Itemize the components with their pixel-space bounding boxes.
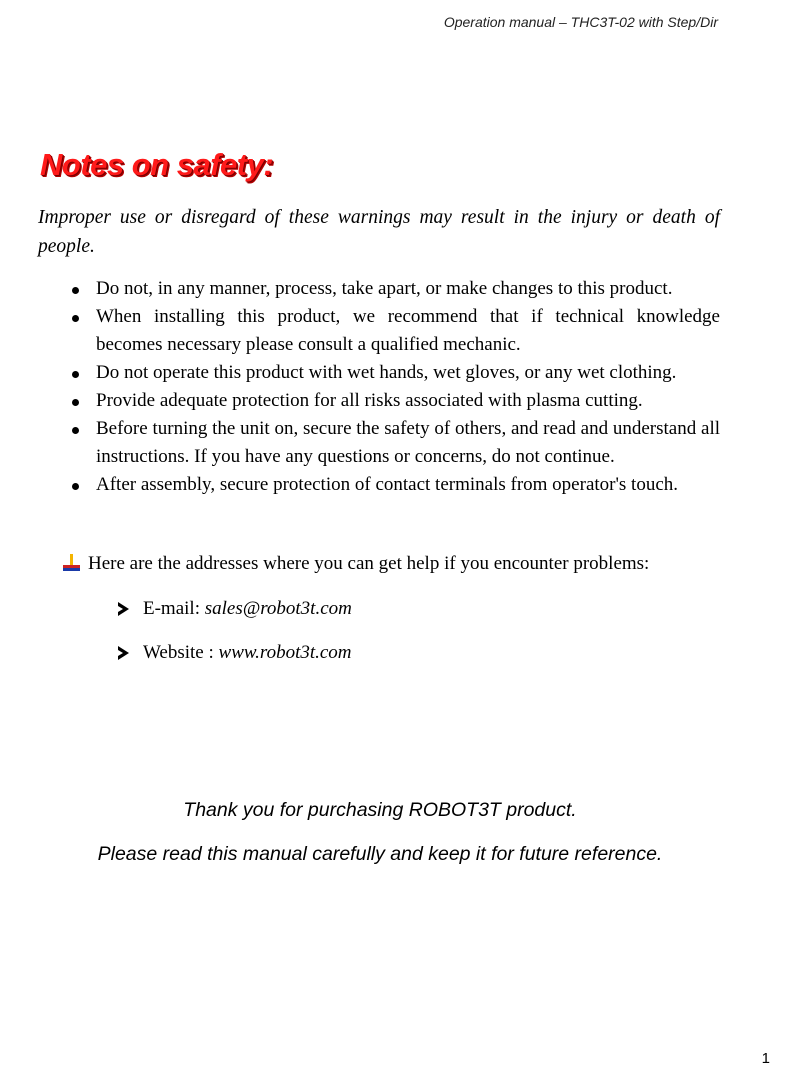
- warning-intro: Improper use or disregard of these warnings may result in the injury or death of people.: [38, 207, 720, 257]
- bullet-text: Provide adequate protection for all risks associated with plasma cutting.: [96, 390, 643, 411]
- help-line: [62, 550, 649, 578]
- list-item: [66, 387, 720, 415]
- bullet-dot-icon: [72, 399, 79, 406]
- bullet-dot-icon: [72, 287, 79, 294]
- list-item: [66, 303, 720, 359]
- email-line: [118, 595, 352, 623]
- bullet-text: Do not operate this product with wet hands, wet gloves, or any wet clothing.: [96, 362, 677, 383]
- website-label: Website :: [143, 642, 214, 663]
- list-item: [66, 359, 720, 387]
- bullet-dot-icon: [72, 427, 79, 434]
- bullet-text: Before turning the unit on, secure the safety of others, and read and understand all instructions. If you have any questions or concerns, do not continue.: [96, 418, 720, 467]
- email-link[interactable]: sales@robot3t.com: [204, 598, 352, 619]
- arrow-bullet-icon: [118, 602, 129, 616]
- list-item: [66, 415, 720, 471]
- arrow-bullet-icon: [118, 646, 129, 660]
- email-label: E-mail:: [143, 598, 200, 619]
- list-item: [66, 471, 720, 499]
- list-item: [66, 275, 720, 303]
- bullet-text: When installing this product, we recommend that if technical knowledge becomes necessary please consult a qualified mechanic.: [96, 306, 720, 355]
- website-link[interactable]: www.robot3t.com: [218, 642, 352, 663]
- safety-title: Notes on safety:: [40, 147, 274, 182]
- bullet-dot-icon: [72, 371, 79, 378]
- pushpin-icon: [62, 554, 80, 574]
- running-header: Operation manual – THC3T-02 with Step/Dir: [443, 14, 718, 30]
- thank-you-line: Thank you for purchasing ROBOT3T product.: [183, 799, 577, 821]
- bullet-text: After assembly, secure protection of contact terminals from operator's touch.: [96, 474, 679, 495]
- bullet-dot-icon: [72, 483, 79, 490]
- safety-bullet-list: [66, 275, 720, 499]
- website-line: [118, 639, 352, 667]
- bullet-dot-icon: [72, 315, 79, 322]
- page-number: 1: [761, 1050, 770, 1067]
- bullet-text: Do not, in any manner, process, take apart, or make changes to this product.: [96, 278, 673, 299]
- read-manual-line: Please read this manual carefully and keep it for future reference.: [97, 843, 663, 865]
- help-text: Here are the addresses where you can get help if you encounter problems:: [88, 553, 650, 574]
